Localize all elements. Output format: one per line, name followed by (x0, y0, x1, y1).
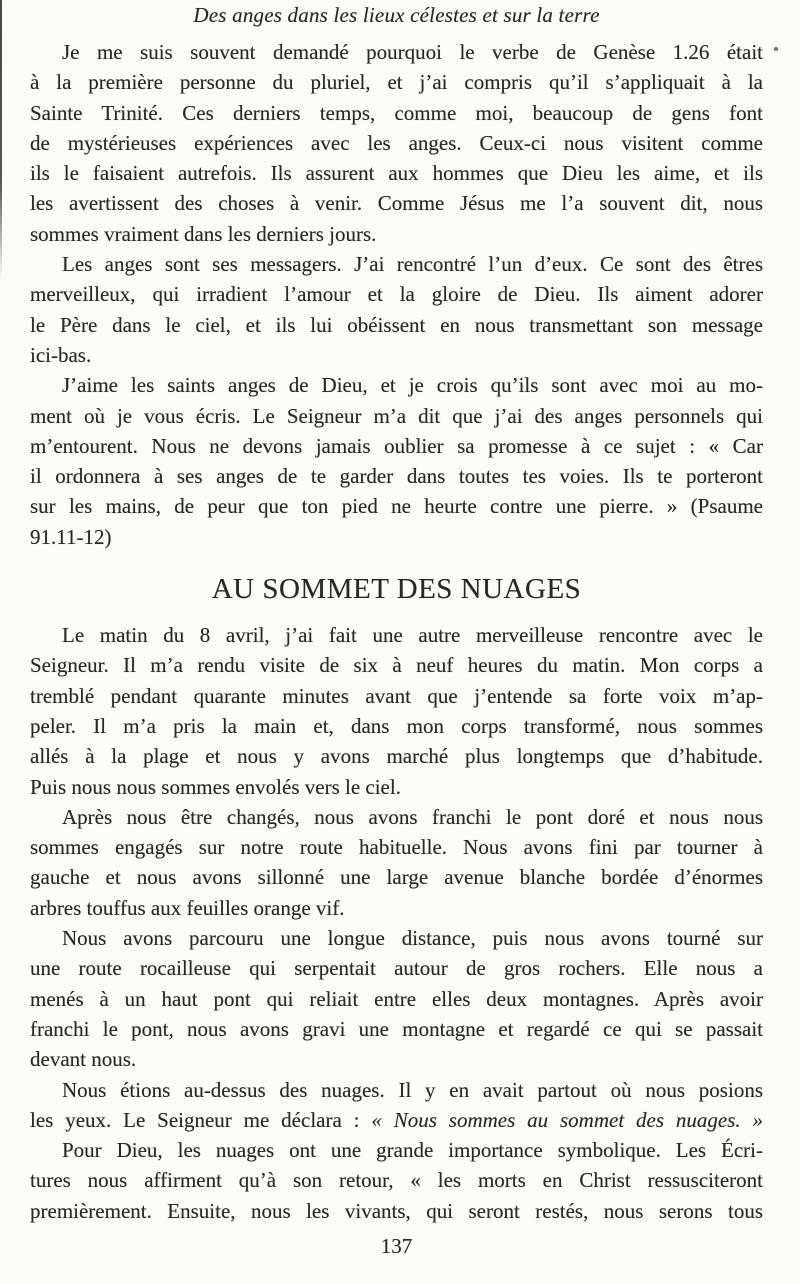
paragraph (30, 923, 763, 1074)
body-text: une route rocailleuse qui serpentait autour de gros rochers. Elle nous a (30, 956, 763, 981)
paragraph (30, 249, 763, 370)
body-text: allés à la plage et nous y avons marché plus longtemps que d’habitude. (30, 744, 763, 769)
body-text: il ordonnera à ses anges de te garder dans toutes tes voies. Ils te porteront (30, 464, 763, 489)
text-line (30, 37, 763, 67)
body-text: de mystérieuses expériences avec les anges. Ceux-ci nous visitent comme (30, 130, 763, 155)
text-line (30, 620, 763, 650)
paragraph (30, 1135, 763, 1226)
body-text: sur les mains, de peur que ton pied ne heurte contre une pierre. » (Psaume (30, 494, 763, 519)
text-line (30, 893, 763, 923)
body-text: ment où je vous écris. Le Seigneur m’a dit que j’ai des anges personnels qui (30, 403, 763, 428)
page-number: 137 (380, 1233, 413, 1258)
body-text: premièrement. Ensuite, nous les vivants, qui seront restés, nous serons tous (30, 1198, 763, 1223)
body-text: les avertissent des choses à venir. Comme Jésus me l’a souvent dit, nous (30, 191, 763, 216)
body-text: sommes engagés sur notre route habituelle. Nous avons fini par tourner à (30, 835, 763, 860)
text-line (30, 522, 763, 552)
text-after-heading (30, 620, 763, 1226)
body-text: tures nous affirment qu’à son retour, « les morts en Christ ressusciteront (30, 1168, 763, 1193)
text-line (30, 219, 763, 249)
text-line (30, 923, 763, 953)
body-text: Puis nous nous sommes envolés vers le ciel. (30, 774, 401, 799)
text-line (30, 832, 763, 862)
text-line (30, 431, 763, 461)
body-text: merveilleux, qui irradient l’amour et la gloire de Dieu. Ils aiment adorer (30, 282, 763, 307)
body-text: menés à un haut pont qui reliait entre elles deux montagnes. Après avoir (30, 986, 763, 1011)
text-line (30, 1014, 763, 1044)
body-text: ici-bas. (30, 342, 92, 367)
body-text: le Père dans le ciel, et ils lui obéissent en nous transmettant son message (30, 312, 763, 337)
text-line (30, 98, 763, 128)
text-line (30, 1135, 763, 1165)
text-line (30, 188, 763, 218)
body-text: gauche et nous avons sillonné une large avenue blanche bordée d’énormes (30, 865, 763, 890)
body-text: Sainte Trinité. Ces derniers temps, comme moi, beaucoup de gens font (30, 100, 763, 125)
text-line (30, 1044, 763, 1074)
body-text: 91.11-12) (30, 524, 112, 549)
text-line (30, 650, 763, 680)
body-text: à la première personne du pluriel, et j’ai compris qu’il s’appliquait à la (30, 70, 763, 95)
text-line (30, 1105, 763, 1135)
body-text: ils le faisaient autrefois. Ils assurent aux hommes que Dieu les aime, et ils (30, 161, 763, 186)
body-text: Nous avons parcouru une longue distance, puis nous avons tourné sur (62, 926, 763, 951)
body-text: Le matin du 8 avril, j’ai fait une autre merveilleuse rencontre avec le (62, 623, 763, 648)
text-line (30, 279, 763, 309)
text-line (30, 401, 763, 431)
text-line (30, 741, 763, 771)
text-line (30, 491, 763, 521)
body-text: m’entourent. Nous ne devons jamais oublier sa promesse à ce sujet : « Car (30, 433, 763, 458)
text-line (30, 67, 763, 97)
body-text: les yeux. Le Seigneur me déclara : (30, 1107, 372, 1132)
body-text: peler. Il m’a pris la main et, dans mon corps transformé, nous sommes (30, 713, 763, 738)
ink-speck-artifact (774, 47, 778, 51)
text-line (30, 984, 763, 1014)
text-line (30, 461, 763, 491)
text-line (30, 249, 763, 279)
running-head-title: Des anges dans les lieux célestes et sur la terre (193, 3, 600, 27)
text-line (30, 310, 763, 340)
text-line (30, 158, 763, 188)
body-text: devant nous. (30, 1047, 137, 1072)
paragraph (30, 802, 763, 923)
text-line (30, 1075, 763, 1105)
text-line (30, 340, 763, 370)
text-line (30, 772, 763, 802)
text-line (30, 953, 763, 983)
scan-edge-artifact (0, 0, 2, 280)
body-text: tremblé pendant quarante minutes avant que j’entende sa forte voix m’ap- (30, 683, 763, 708)
text-line (30, 370, 763, 400)
paragraph (30, 1075, 763, 1136)
body-text: Je me suis souvent demandé pourquoi le verbe de Genèse 1.26 était (62, 40, 763, 64)
paragraph (30, 620, 763, 802)
text-before-heading (30, 37, 763, 552)
body-text: Seigneur. Il m’a rendu visite de six à neuf heures du matin. Mon corps a (30, 653, 763, 678)
page-content (30, 0, 763, 1260)
italic-quote-text: « Nous sommes au sommet des nuages. » (371, 1107, 763, 1132)
paragraph (30, 37, 763, 249)
body-text: franchi le pont, nous avons gravi une montagne et regardé ce qui se passait (30, 1016, 763, 1041)
text-line (30, 1165, 763, 1195)
body-text: sommes vraiment dans les derniers jours. (30, 221, 377, 246)
body-text: arbres touffus aux feuilles orange vif. (30, 895, 345, 920)
body-text: Pour Dieu, les nuages ont une grande importance symbolique. Les Écri- (62, 1138, 763, 1163)
text-line (30, 681, 763, 711)
text-line (30, 128, 763, 158)
section-heading: AU SOMMET DES NUAGES (211, 573, 582, 606)
body-text: Nous étions au-dessus des nuages. Il y en avait partout où nous posions (62, 1077, 763, 1102)
body-text: Après nous être changés, nous avons franchi le pont doré et nous nous (62, 804, 763, 829)
text-line (30, 802, 763, 832)
text-line (30, 711, 763, 741)
paragraph (30, 370, 763, 552)
body-text: Les anges sont ses messagers. J’ai rencontré l’un d’eux. Ce sont des êtres (62, 252, 763, 277)
body-text: J’aime les saints anges de Dieu, et je crois qu’ils sont avec moi au mo- (62, 373, 763, 398)
text-line (30, 862, 763, 892)
text-line (30, 1196, 763, 1226)
